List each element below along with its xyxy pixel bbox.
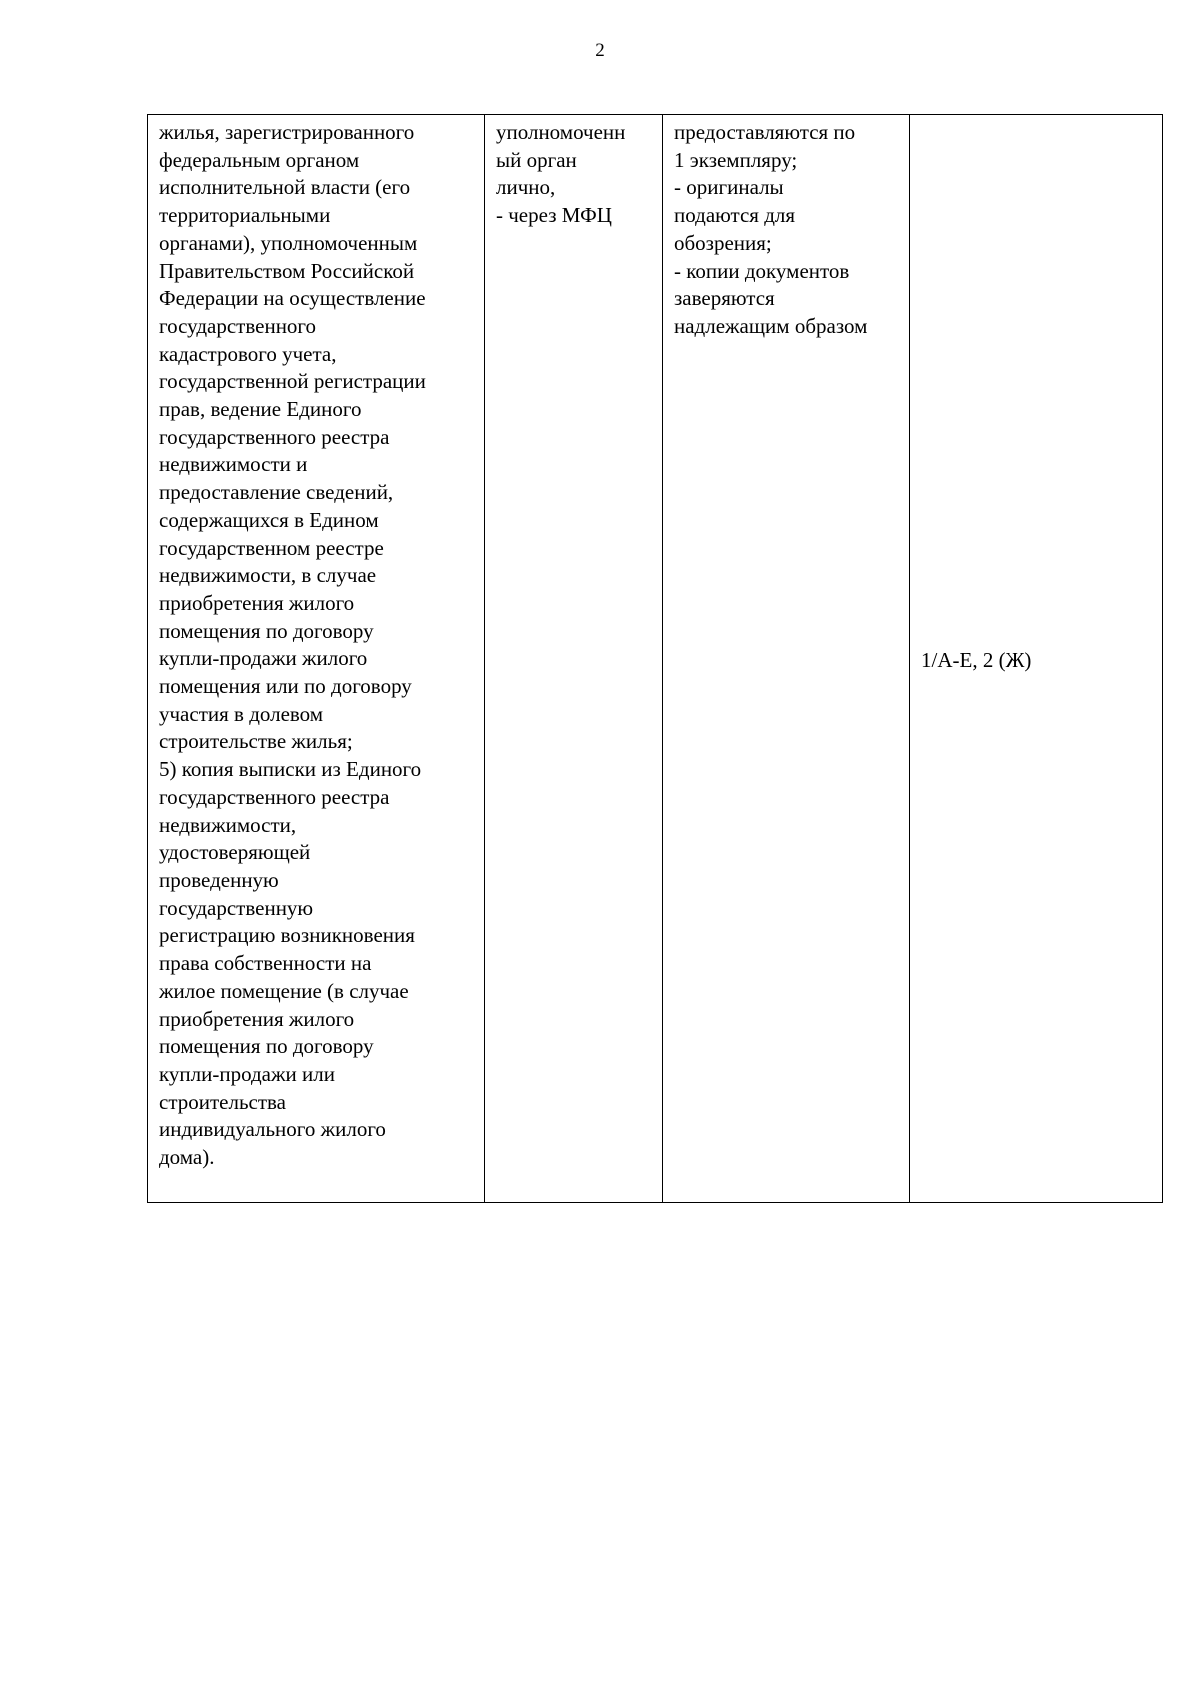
text-line: уполномоченн: [496, 120, 626, 144]
text-line: купли-продажи или: [159, 1061, 335, 1086]
category-code: 1/А-Е, 2 (Ж): [921, 647, 1032, 672]
text-line: государственного реестра: [159, 784, 390, 809]
submission-method-cell: [485, 115, 663, 1203]
requirements-cell: [663, 115, 910, 1203]
text-line: 5) копия выписки из Единого: [159, 757, 422, 782]
text-line: помещения или по договору: [159, 674, 412, 699]
text-line: предоставление сведений,: [159, 480, 394, 505]
text-line: недвижимости и: [159, 452, 308, 477]
text-line: 1 экземпляру;: [674, 147, 798, 172]
text-line: помещения по договору: [159, 1034, 374, 1059]
text-line: предоставляются по: [674, 120, 856, 144]
text-line: недвижимости,: [159, 812, 297, 837]
text-line: исполнительной власти (его: [159, 175, 411, 200]
text-line: купли-продажи жилого: [159, 646, 368, 671]
text-line: государственного реестра: [159, 424, 390, 449]
text-line: участия в долевом: [159, 701, 324, 726]
text-line: - копии документов: [674, 258, 850, 283]
text-line: прав, ведение Единого: [159, 397, 362, 422]
text-line: регистрацию возникновения: [159, 923, 415, 948]
text-line: государственном реестре: [159, 535, 384, 560]
text-line: надлежащим образом: [674, 313, 868, 338]
text-line: строительстве жилья;: [159, 729, 353, 754]
text-line: содержащихся в Едином: [159, 507, 379, 532]
text-line: государственного: [159, 313, 317, 338]
text-line: недвижимости, в случае: [159, 563, 377, 588]
text-line: жилья, зарегистрированного: [159, 120, 415, 144]
text-line: Правительством Российской: [159, 258, 415, 283]
text-line: территориальными: [159, 203, 331, 228]
text-line: федеральным органом: [159, 147, 360, 172]
text-line: обозрения;: [674, 230, 772, 255]
text-line: помещения по договору: [159, 618, 374, 643]
text-line: дома).: [159, 1145, 215, 1170]
text-line: государственную: [159, 895, 314, 920]
documents-text: [159, 119, 475, 1172]
text-line: индивидуального жилого: [159, 1117, 386, 1142]
documents-table: [147, 114, 1163, 1203]
text-line: - через МФЦ: [496, 203, 612, 228]
text-line: государственной регистрации: [159, 369, 426, 394]
text-line: строительства: [159, 1089, 287, 1114]
text-line: проведенную: [159, 867, 279, 892]
submission-method-text: [496, 119, 653, 230]
text-line: права собственности на: [159, 951, 372, 976]
text-line: жилое помещение (в случае: [159, 978, 409, 1003]
requirements-text: [674, 119, 900, 341]
text-line: приобретения жилого: [159, 1006, 355, 1031]
text-line: подаются для: [674, 203, 796, 228]
table-row: [148, 115, 1163, 1203]
text-line: органами), уполномоченным: [159, 230, 418, 255]
text-line: кадастрового учета,: [159, 341, 337, 366]
text-line: удостоверяющей: [159, 840, 311, 865]
text-line: лично,: [496, 175, 556, 200]
text-line: заверяются: [674, 286, 775, 311]
text-line: Федерации на осуществление: [159, 286, 426, 311]
text-line: ый орган: [496, 147, 577, 172]
text-line: - оригиналы: [674, 175, 784, 200]
page-number: 2: [595, 40, 605, 61]
category-code-cell: [910, 115, 1163, 1203]
documents-cell: [148, 115, 485, 1203]
text-line: приобретения жилого: [159, 590, 355, 615]
